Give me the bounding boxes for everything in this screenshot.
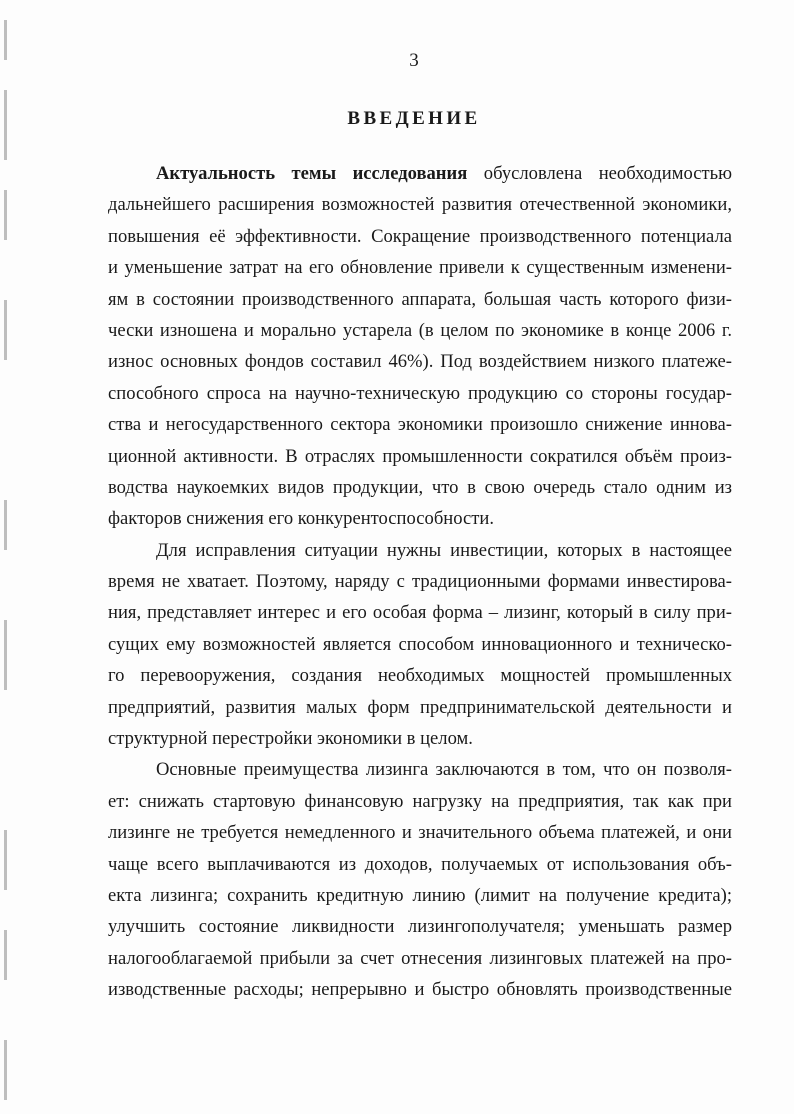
paragraph-line: время не хватает. Поэтому, наряду с традиционными формами инвестирова- (108, 571, 732, 593)
paragraph-line: износ основных фондов составил 46%). Под воздействием низкого платеже- (108, 351, 732, 373)
scan-artifact (4, 500, 7, 550)
paragraph-line: структурной перестройки экономики в целом. (108, 728, 473, 750)
paragraph-line: улучшить состояние ликвидности лизингополучателя; уменьшать размер (108, 916, 732, 938)
paragraph-line: и уменьшение затрат на его обновление привели к существенным изменени- (108, 257, 732, 279)
paragraph-line: екта лизинга; сохранить кредитную линию (лимит на получение кредита); (108, 884, 732, 906)
scan-artifact (4, 300, 7, 360)
paragraph-line: водства наукоемких видов продукции, что в свою очередь стало одним из (108, 476, 732, 498)
paragraph-line: ния, представляет интерес и его особая форма – лизинг, который в силу при- (108, 602, 732, 624)
paragraph-line: чаще всего выплачиваются из доходов, получаемых от использования объ- (108, 853, 732, 875)
paragraph-line: факторов снижения его конкурентоспособности. (108, 508, 494, 530)
paragraph-line: способного спроса на научно-техническую продукцию со стороны государ- (108, 382, 732, 404)
scan-artifact (4, 830, 7, 890)
paragraph-line: изводственные расходы; непрерывно и быстро обновлять производственные (108, 979, 732, 1001)
paragraph-line: ям в состоянии производственного аппарата, большая часть которого физи- (108, 288, 732, 310)
scan-artifact (4, 620, 7, 690)
paragraph-line: лизинге не требуется немедленного и значительного объема платежей, и они (108, 822, 732, 844)
paragraph-line: повышения её эффективности. Сокращение производственного потенциала (108, 225, 732, 247)
paragraph-line: ционной активности. В отраслях промышленности сократился объём произ- (108, 445, 732, 467)
paragraph-line: ет: снижать стартовую финансовую нагрузку на предприятия, так как при (108, 790, 732, 812)
paragraph-line: предприятий, развития малых форм предпринимательской деятельности и (108, 696, 732, 718)
paragraph-line: ства и негосударственного сектора экономики произошло снижение иннова- (108, 414, 732, 436)
body-text (108, 158, 732, 1006)
paragraph-line: дальнейшего расширения возможностей развития отечественной экономики, (108, 194, 732, 216)
paragraph-line: сущих ему возможностей является способом инновационного и техническо- (108, 633, 732, 655)
page-number: 3 (409, 50, 419, 71)
paragraph-line: го перевооружения, создания необходимых мощностей промышленных (108, 665, 732, 687)
paragraph-line: Для исправления ситуации нужны инвестиции, которых в настоящее (156, 539, 732, 561)
section-heading: ВВЕДЕНИЕ (347, 108, 481, 129)
paragraph-line: чески изношена и морально устарела (в целом по экономике в конце 2006 г. (108, 319, 732, 341)
line-text: обусловлена необходимостью (467, 163, 732, 184)
scan-artifact (4, 930, 7, 980)
bold-lead-phrase: Актуальность темы исследования (156, 163, 468, 184)
paragraph-line (108, 158, 732, 189)
paragraph-line: Основные преимущества лизинга заключаются в том, что он позволя- (156, 759, 732, 781)
scan-artifact (4, 1040, 7, 1100)
scan-artifact (4, 190, 7, 240)
paragraph-line: налогооблагаемой прибыли за счет отнесения лизинговых платежей на про- (108, 947, 732, 969)
